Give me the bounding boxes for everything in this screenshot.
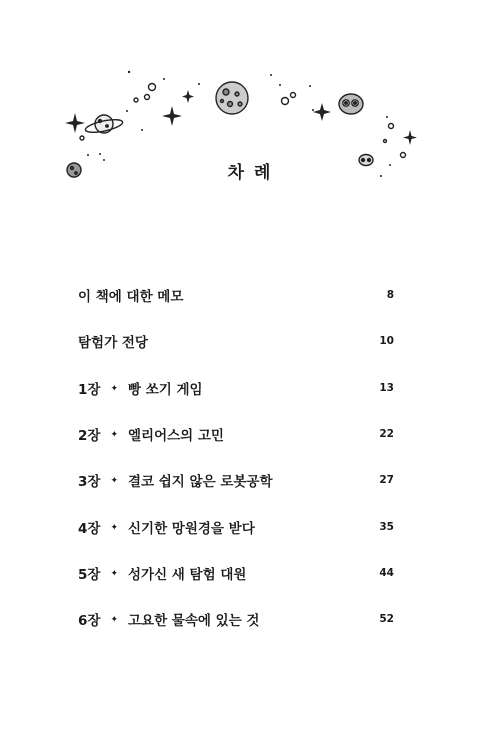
page-number: 8: [386, 289, 394, 302]
separator-icon: ✦: [110, 430, 118, 441]
separator-icon: ✦: [110, 476, 118, 487]
sparkle-icon: [162, 106, 182, 126]
toc-entry: [78, 596, 394, 642]
chapter-number: 1장: [78, 381, 101, 398]
sparkle-icon: [65, 113, 85, 133]
toc-entry-title: [78, 609, 259, 629]
separator-icon: ✦: [110, 568, 118, 579]
toc-entry-title: [78, 378, 203, 398]
toc-entry-title: [78, 517, 255, 537]
toc-entry: [78, 550, 394, 596]
separator-icon: ✦: [110, 383, 118, 394]
page-number: 10: [379, 335, 394, 348]
chapter-title: 결코 쉽지 않은 로봇공학: [127, 474, 273, 491]
chapter-title: 고요한 물속에 있는 것: [127, 613, 260, 630]
toc-entry-title: [78, 285, 183, 305]
sparkle-icon: [182, 90, 194, 103]
page-number: 44: [379, 566, 394, 579]
chapter-number: 3장: [78, 474, 101, 491]
page-number: 27: [379, 474, 394, 487]
toc-entry: [78, 365, 394, 411]
toc-entry-title: [78, 563, 246, 583]
chapter-title: 이 책에 대한 메모: [78, 289, 184, 306]
separator-icon: ✦: [110, 522, 118, 533]
chapter-number: 2장: [78, 428, 101, 445]
sparkle-icon: [313, 103, 331, 121]
page-number: 52: [379, 613, 394, 626]
toc-entry: [78, 272, 394, 318]
toc-entry-title: [78, 424, 224, 444]
chapter-title: 빵 쏘기 게임: [127, 381, 203, 398]
toc-entry: [78, 411, 394, 457]
page-title: 차 례: [227, 163, 273, 183]
alien-planet-icon: [339, 94, 363, 114]
toc-entry: [78, 457, 394, 503]
chapter-number: 4장: [78, 520, 101, 537]
toc-entry-title: [78, 470, 273, 490]
page-number: 22: [379, 428, 394, 441]
sparkle-icon: [403, 130, 417, 145]
chapter-title: 탐험가 전당: [78, 335, 148, 352]
toc-entry: [78, 318, 394, 364]
toc-entry-title: [78, 331, 148, 351]
chapter-title: 성가신 새 탐험 대원: [127, 566, 247, 583]
chapter-number: 5장: [78, 566, 101, 583]
chapter-title: 엘리어스의 고민: [127, 428, 224, 445]
chapter-title: 신기한 망원경을 받다: [127, 520, 255, 537]
chapter-number: 6장: [78, 613, 101, 630]
separator-icon: ✦: [110, 615, 118, 626]
ringed-planet-icon: [84, 115, 123, 135]
table-of-contents: [78, 272, 394, 642]
moon-icon: [216, 82, 248, 114]
page-number: 13: [379, 381, 394, 394]
toc-entry: [78, 503, 394, 549]
page-number: 35: [379, 520, 394, 533]
